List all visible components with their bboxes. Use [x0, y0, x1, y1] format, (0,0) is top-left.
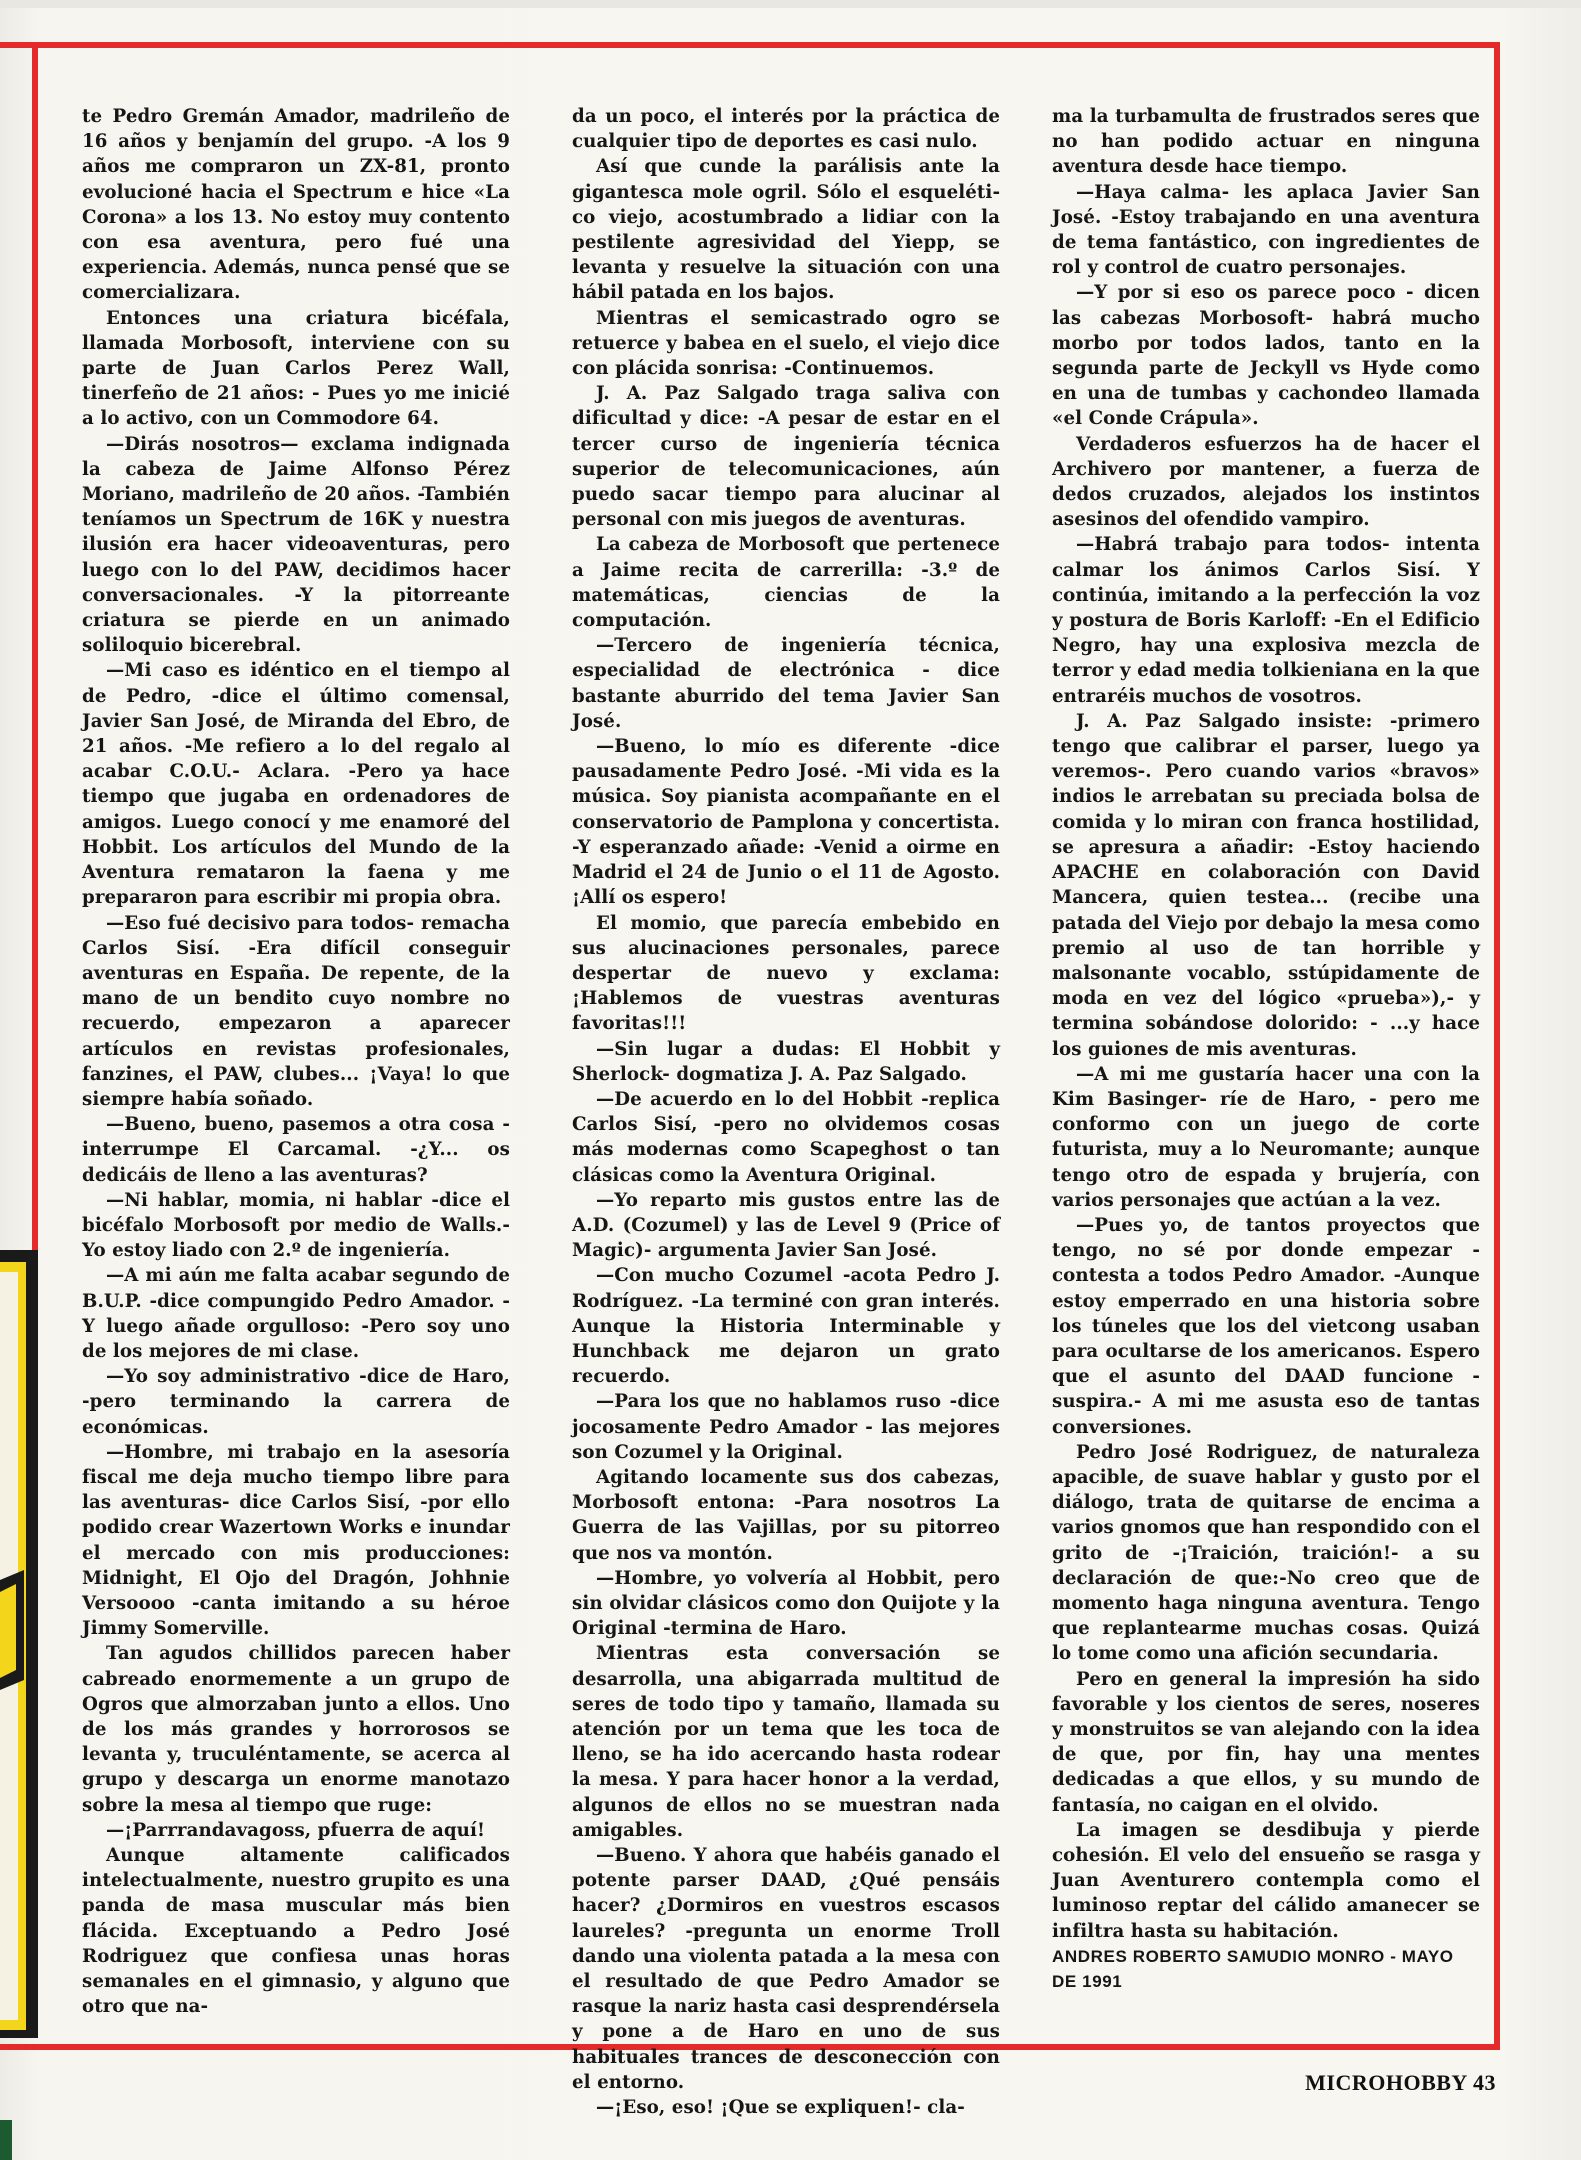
paragraph: Mientras esta conversación se desarrolla, una abigarrada multitud de seres de todo tipo y tamaño, llamada su atención por un tema que les toca de lleno, se ha ido acercando hasta rodear la mesa. Y para hacer honor a la verdad, algunos de ellos no se muestran nada amigables.: [572, 1643, 1000, 1841]
column-1: [82, 104, 510, 2024]
paragraph: —¡Eso, eso! ¡Que se expliquen!- cla-: [596, 2097, 965, 2119]
paragraph: ma la turbamulta de frustrados seres que no han podido actuar en ninguna aventura desde hace tiempo.: [1052, 106, 1480, 178]
red-frame-left: [32, 42, 38, 1272]
paragraph: —De acuerdo en lo del Hobbit -replica Carlos Sisí, -pero no olvidemos cosas más modernas como Scapeghost o tan clásicas como la Aventura Original.: [572, 1088, 1000, 1186]
paragraph: —Haya calma- les aplaca Javier San José. -Estoy trabajando en una aventura de tema fantástico, con ingredientes de rol y control de cuatro personajes.: [1052, 181, 1480, 279]
paragraph: da un poco, el interés por la práctica de cualquier tipo de deportes es casi nulo.: [572, 106, 1000, 153]
page-footer: [1276, 2070, 1496, 2096]
page-number: 43: [1473, 2070, 1496, 2095]
paragraph: Entonces una criatura bicéfala, llamada Morbosoft, interviene con su parte de Juan Carlos Perez Wall, tinerfeño de 21 años: - Pues yo me inicié a lo activo, con un Commodore 64.: [82, 307, 510, 430]
paragraph: —Pues yo, de tantos proyectos que tengo, no sé por donde empezar -contesta a todos Pedro Amador. -Aunque estoy emperrado en una historia sobre los túneles que los del vietcong usaban para ocultarse de los americanos. Espero que el asunto del DAAD funcione - suspira.- A mi me asusta eso de tantas conversiones.: [1052, 1214, 1480, 1438]
paragraph: —A mi aún me falta acabar segundo de B.U.P. -dice compungido Pedro Amador. -Y luego añade orgulloso: -Pero soy uno de los mejores de mi clase.: [82, 1265, 510, 1362]
red-frame-right: [1494, 42, 1500, 2050]
paragraph: La imagen se desdibuja y pierde cohesión. El velo del ensueño se rasga y Juan Aventurero contempla como el luminoso reptar del cálido amanecer se infiltra hasta su habitación.: [1052, 1819, 1480, 1942]
paragraph: J. A. Paz Salgado traga saliva con dificultad y dice: -A pesar de estar en el tercer curso de ingeniería técnica superior de telecomunicaciones, aún puedo sacar tiempo para alucinar al personal con mis juegos de aventuras.: [572, 383, 1000, 531]
paragraph: Aunque altamente calificados intelectualmente, nuestro grupito es una panda de masa muscular más bien flácida. Exceptuando a Pedro José Rodriguez que confiesa unas horas semanales en el gimnasio, y alguno que otro que na-: [82, 1845, 510, 2018]
paragraph: Pero en general la impresión ha sido favorable y los cientos de seres, noseres y monstruitos se van alejando con la idea de que, por fin, hay una mentes dedicadas a que ellos, y su mundo de fantasía, no caigan en el olvido.: [1052, 1668, 1480, 1816]
paragraph: Mientras el semicastrado ogro se retuerce y babea en el suelo, el viejo dice con plácida sonrisa: -Continuemos.: [572, 307, 1000, 380]
paragraph: —Hombre, yo volvería al Hobbit, pero sin olvidar clásicos como don Quijote y la Original -termina de Haro.: [572, 1567, 1000, 1640]
paragraph: te Pedro Gremán Amador, madrileño de 16 años y benjamín del grupo. -A los 9 años me compraron un ZX-81, pronto evolucioné hacia el Spectrum e hice «La Corona» a los 13. No estoy muy contento con esa aventura, pero fué una experiencia. Además, nunca pensé que se comercializara.: [82, 106, 510, 304]
magazine-name: MICROHOBBY: [1305, 2070, 1467, 2095]
paragraph: —Yo soy administrativo -dice de Haro, -pero terminando la carrera de económicas.: [82, 1366, 510, 1438]
paragraph: Verdaderos esfuerzos ha de hacer el Archivero por mantener, a fuerza de dedos cruzados, alejados los instintos asesinos del ofendido vampiro.: [1052, 433, 1480, 531]
paragraph: —Sin lugar a dudas: El Hobbit y Sherlock- dogmatiza J. A. Paz Salgado.: [572, 1038, 1000, 1085]
paragraph: Pedro José Rodriguez, de naturaleza apacible, de suave hablar y gusto por el diálogo, trata de quitarse de encima a varios gnomos que han respondido con el grito de -¡Traición, traición!- a su declaración de que:-No creo que de momento haga ninguna aventura. Tengo que replantearme muchas cosas. Quizá lo tome como una afición secundaria.: [1052, 1441, 1480, 1665]
column-3: [1052, 104, 1480, 2024]
paragraph: La cabeza de Morbosoft que pertenece a Jaime recita de carrerilla: -3.º de matemáticas, ciencias de la computación.: [572, 534, 1000, 632]
paragraph: El momio, que parecía embebido en sus alucinaciones personales, parece despertar de nuevo y exclama: ¡Hablemos de vuestras aventuras favoritas!!!: [572, 912, 1000, 1035]
paragraph: —Y por si eso os parece poco - dicen las cabezas Morbosoft- habrá mucho morbo por todos lados, tanto en la segunda parte de Jeckyll vs Hyde como en una de tumbas y cachondeo llamada «el Conde Crápula».: [1052, 282, 1480, 430]
paragraph: —Tercero de ingeniería técnica, especialidad de electrónica - dice bastante aburrido del tema Javier San José.: [572, 635, 1000, 732]
paragraph: —Mi caso es idéntico en el tiempo al de Pedro, -dice el último comensal, Javier San José, de Miranda del Ebro, de 21 años. -Me refiero a lo del regalo al acabar C.O.U.- Aclara. -Pero ya hace tiempo que jugaba en ordenadores de amigos. Luego conocí y me enamoré del Hobbit. Los artículos del Mundo de la Aventura remataron la faena y me prepararon para escribir mi propia obra.: [82, 660, 510, 909]
paragraph: Tan agudos chillidos parecen haber cabreado enormemente a un grupo de Ogros que almorzaban junto a ellos. Uno de los más grandes y horrorosos se levanta y, truculéntamente, se acerca al grupo y descarga un enorme manotazo sobre la mesa al tiempo que ruge:: [82, 1643, 510, 1816]
paragraph: —Ni hablar, momia, ni hablar -dice el bicéfalo Morbosoft por medio de Walls.- Yo estoy liado con 2.º de ingeniería.: [82, 1189, 510, 1262]
column-2: [572, 104, 1000, 2119]
corner-graphic: [0, 2120, 12, 2160]
author-signature: ANDRES ROBERTO SAMUDIO MONRO - MAYO DE 1991: [1052, 1946, 1454, 1992]
paragraph: —Yo reparto mis gustos entre las de A.D. (Cozumel) y las de Level 9 (Price of Magic)- argumenta Javier San José.: [572, 1189, 1000, 1262]
top-edge: [0, 0, 1581, 8]
paragraph: —Bueno. Y ahora que habéis ganado el potente parser DAAD, ¿Qué pensáis hacer? ¿Dormiros en vuestros escasos laureles? -pregunta un enorme Troll dando una violenta patada a la mesa con el resultado de que Pedro Amador se rasque la nariz hasta casi desprendérsela y pone a de Haro en uno de sus habituales trances de desconección con el entorno.: [572, 1845, 1000, 2093]
paragraph: Así que cunde la parálisis ante la gigantesca mole ogril. Sólo el esquelético viejo, acostumbrado a lidiar con la pestilente agresividad del Yiepp, se levanta y resuelve la situación con una hábil patada en los bajos.: [572, 156, 1000, 304]
paragraph: J. A. Paz Salgado insiste: -primero tengo que calibrar el parser, luego ya veremos-. Pero cuando varios «bravos» indios le arrebatan su preciada bolsa de comida y lo miran con franca hostilidad, se apresura a añadir: -Estoy haciendo APACHE en colaboración con David Mancera, quien testea... (recibe una patada del Viejo por debajo la mesa como premio al uso de tan horrible y malsonante vocablo, sstúpidamente de moda en vez del lógico «prueba»),- y termina sobándose dolorido: - ...y hace los guiones de mis aventuras.: [1052, 710, 1480, 1060]
paragraph: —Eso fué decisivo para todos- remacha Carlos Sisí. -Era difícil conseguir aventuras en España. De repente, de la mano de un bendito cuyo nombre no recuerdo, empezaron a aparecer artículos en revistas profesionales, fanzines, el PAW, clubes... ¡Vaya! lo que siempre había soñado.: [82, 912, 510, 1110]
paragraph: Agitando locamente sus dos cabezas, Morbosoft entona: -Para nosotros La Guerra de las Vajillas, por su pitorreo que nos va montón.: [572, 1466, 1000, 1564]
paragraph: —¡Parrrandavagoss, pfuerra de aquí!: [106, 1819, 486, 1841]
paragraph: —Para los que no hablamos ruso -dice jocosamente Pedro Amador - las mejores son Cozumel y la Original.: [572, 1391, 1000, 1463]
red-frame-stub: [0, 42, 34, 48]
red-frame-top: [38, 42, 1500, 48]
paragraph: —Habrá trabajo para todos- intenta calmar los ánimos Carlos Sisí. Y continúa, imitando a la perfección la voz y postura de Boris Karloff: -En el Edificio Negro, hay una explosiva mezcla de terror y edad media tolkieniana en la que entraréis muchos de vosotros.: [1052, 534, 1480, 707]
paragraph: —Bueno, bueno, pasemos a otra cosa -interrumpe El Carcamal. -¿Y... os dedicáis de lleno a las aventuras?: [82, 1114, 510, 1186]
paragraph: —Bueno, lo mío es diferente -dice pausadamente Pedro José. -Mi vida es la música. Soy pianista acompañante en el conservatorio de Pamplona y concertista. -Y esperanzado añade: -Venid a oirme en Madrid el 24 de Junio o el 11 de Agosto. ¡Allí os espero!: [572, 736, 1000, 909]
paragraph: —Con mucho Cozumel -acota Pedro J. Rodríguez. -La terminé con gran interés. Aunque la Historia Interminable y Hunchback me dejaron un grato recuerdo.: [572, 1265, 1000, 1388]
paragraph: —A mi me gustaría hacer una con la Kim Basinger- ríe de Haro, - pero me conformo con un juego de corte futurista, muy a lo Neuromante; aunque tengo otro de espada y brujería, con varios personajes que actúan a la vez.: [1052, 1063, 1480, 1211]
sidebar-box-graphic: [0, 1570, 24, 1690]
paragraph: —Dirás nosotros— exclama indignada la cabeza de Jaime Alfonso Pérez Moriano, madrileño de 20 años. -También teníamos un Spectrum de 16K y nuestra ilusión era hacer videoaventuras, pero luego con lo del PAW, decidimos hacer conversacionales. -Y la pitorreante criatura se pierde en un animado soliloquio bicerebral.: [82, 433, 510, 657]
paragraph: —Hombre, mi trabajo en la asesoría fiscal me deja mucho tiempo libre para las aventuras- dice Carlos Sisí, -por ello podido crear Wazertown Works e inundar el mercado con mis producciones: Midnight, El Ojo del Dragón, Johhnie Versoooo -canta imitando a su héroe Jimmy Somerville.: [82, 1441, 510, 1640]
